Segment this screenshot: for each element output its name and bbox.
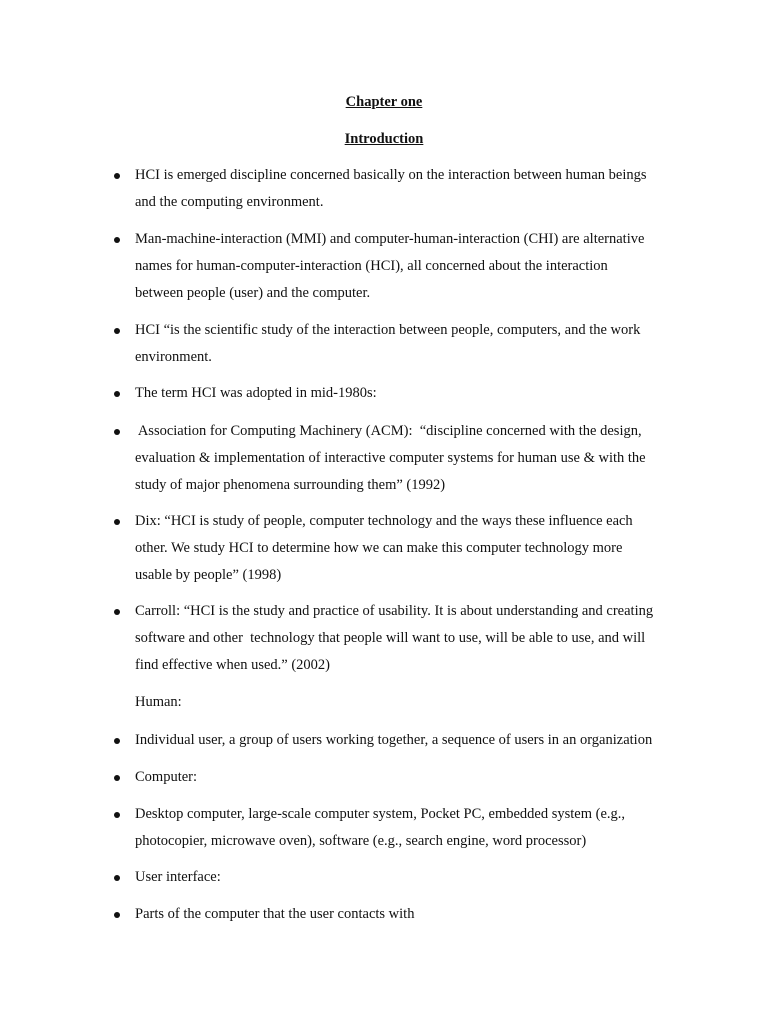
list-item-line: usable by people” (1998) bbox=[135, 567, 282, 583]
list-item-line: Desktop computer, large-scale computer system, Pocket PC, embedded system (e.g., bbox=[135, 806, 626, 822]
bullet-icon bbox=[114, 875, 120, 881]
human-label: Human: bbox=[135, 694, 182, 710]
list-item-line: photocopier, microwave oven), software (e.g., search engine, word processor) bbox=[135, 833, 587, 849]
list-item-line: and the computing environment. bbox=[135, 194, 324, 210]
list-item-line: HCI is emerged discipline concerned basically on the interaction between human beings bbox=[135, 167, 647, 183]
list-item bbox=[135, 864, 685, 891]
list-item bbox=[135, 801, 685, 855]
list-item-line: Dix: “HCI is study of people, computer technology and the ways these influence each bbox=[135, 513, 633, 529]
list-item bbox=[135, 901, 685, 928]
bullet-icon bbox=[114, 429, 120, 435]
bullet-icon bbox=[114, 173, 120, 179]
list-item-line: Man-machine-interaction (MMI) and computer-human-interaction (CHI) are alternative bbox=[135, 231, 645, 247]
list-item-line: names for human-computer-interaction (HCI), all concerned about the interaction bbox=[135, 258, 608, 274]
list-item bbox=[135, 226, 685, 307]
list-item-line: software and other technology that people will want to use, will be able to use, and will bbox=[135, 630, 646, 646]
list-item-line: Individual user, a group of users working together, a sequence of users in an organization bbox=[135, 732, 653, 748]
list-item-line: The term HCI was adopted in mid-1980s: bbox=[135, 385, 377, 401]
list-item bbox=[135, 380, 685, 407]
bullet-icon bbox=[114, 775, 120, 781]
bullet-icon bbox=[114, 519, 120, 525]
list-item-line: environment. bbox=[135, 349, 212, 365]
list-item-line: Association for Computing Machinery (ACM): “discipline concerned with the design, bbox=[135, 423, 642, 439]
list-item bbox=[135, 727, 685, 754]
list-item-line: between people (user) and the computer. bbox=[135, 285, 371, 301]
bullet-icon bbox=[114, 912, 120, 918]
bullet-icon bbox=[114, 812, 120, 818]
bullet-icon bbox=[114, 237, 120, 243]
list-item-line: Parts of the computer that the user contacts with bbox=[135, 906, 415, 922]
list-item-line: Computer: bbox=[135, 769, 198, 785]
list-item bbox=[135, 162, 685, 216]
section-title: Introduction bbox=[344, 131, 424, 147]
list-item bbox=[135, 508, 685, 589]
list-item-line: User interface: bbox=[135, 869, 221, 885]
list-item-line: evaluation & implementation of interactive computer systems for human use & with the bbox=[135, 450, 646, 466]
bullet-icon bbox=[114, 738, 120, 744]
list-item bbox=[135, 317, 685, 371]
list-item-line: Carroll: “HCI is the study and practice of usability. It is about understanding and creating bbox=[135, 603, 654, 619]
list-item-line: study of major phenomena surrounding them” (1992) bbox=[135, 477, 446, 493]
bullet-icon bbox=[114, 391, 120, 397]
bullet-icon bbox=[114, 609, 120, 615]
list-item bbox=[135, 598, 685, 679]
bullet-icon bbox=[114, 328, 120, 334]
list-item-line: find effective when used.” (2002) bbox=[135, 657, 331, 673]
list-item-line: HCI “is the scientific study of the interaction between people, computers, and the work bbox=[135, 322, 641, 338]
list-item-line: other. We study HCI to determine how we can make this computer technology more bbox=[135, 540, 623, 556]
list-item bbox=[135, 764, 685, 791]
list-item bbox=[135, 418, 685, 499]
chapter-title: Chapter one bbox=[345, 94, 423, 110]
